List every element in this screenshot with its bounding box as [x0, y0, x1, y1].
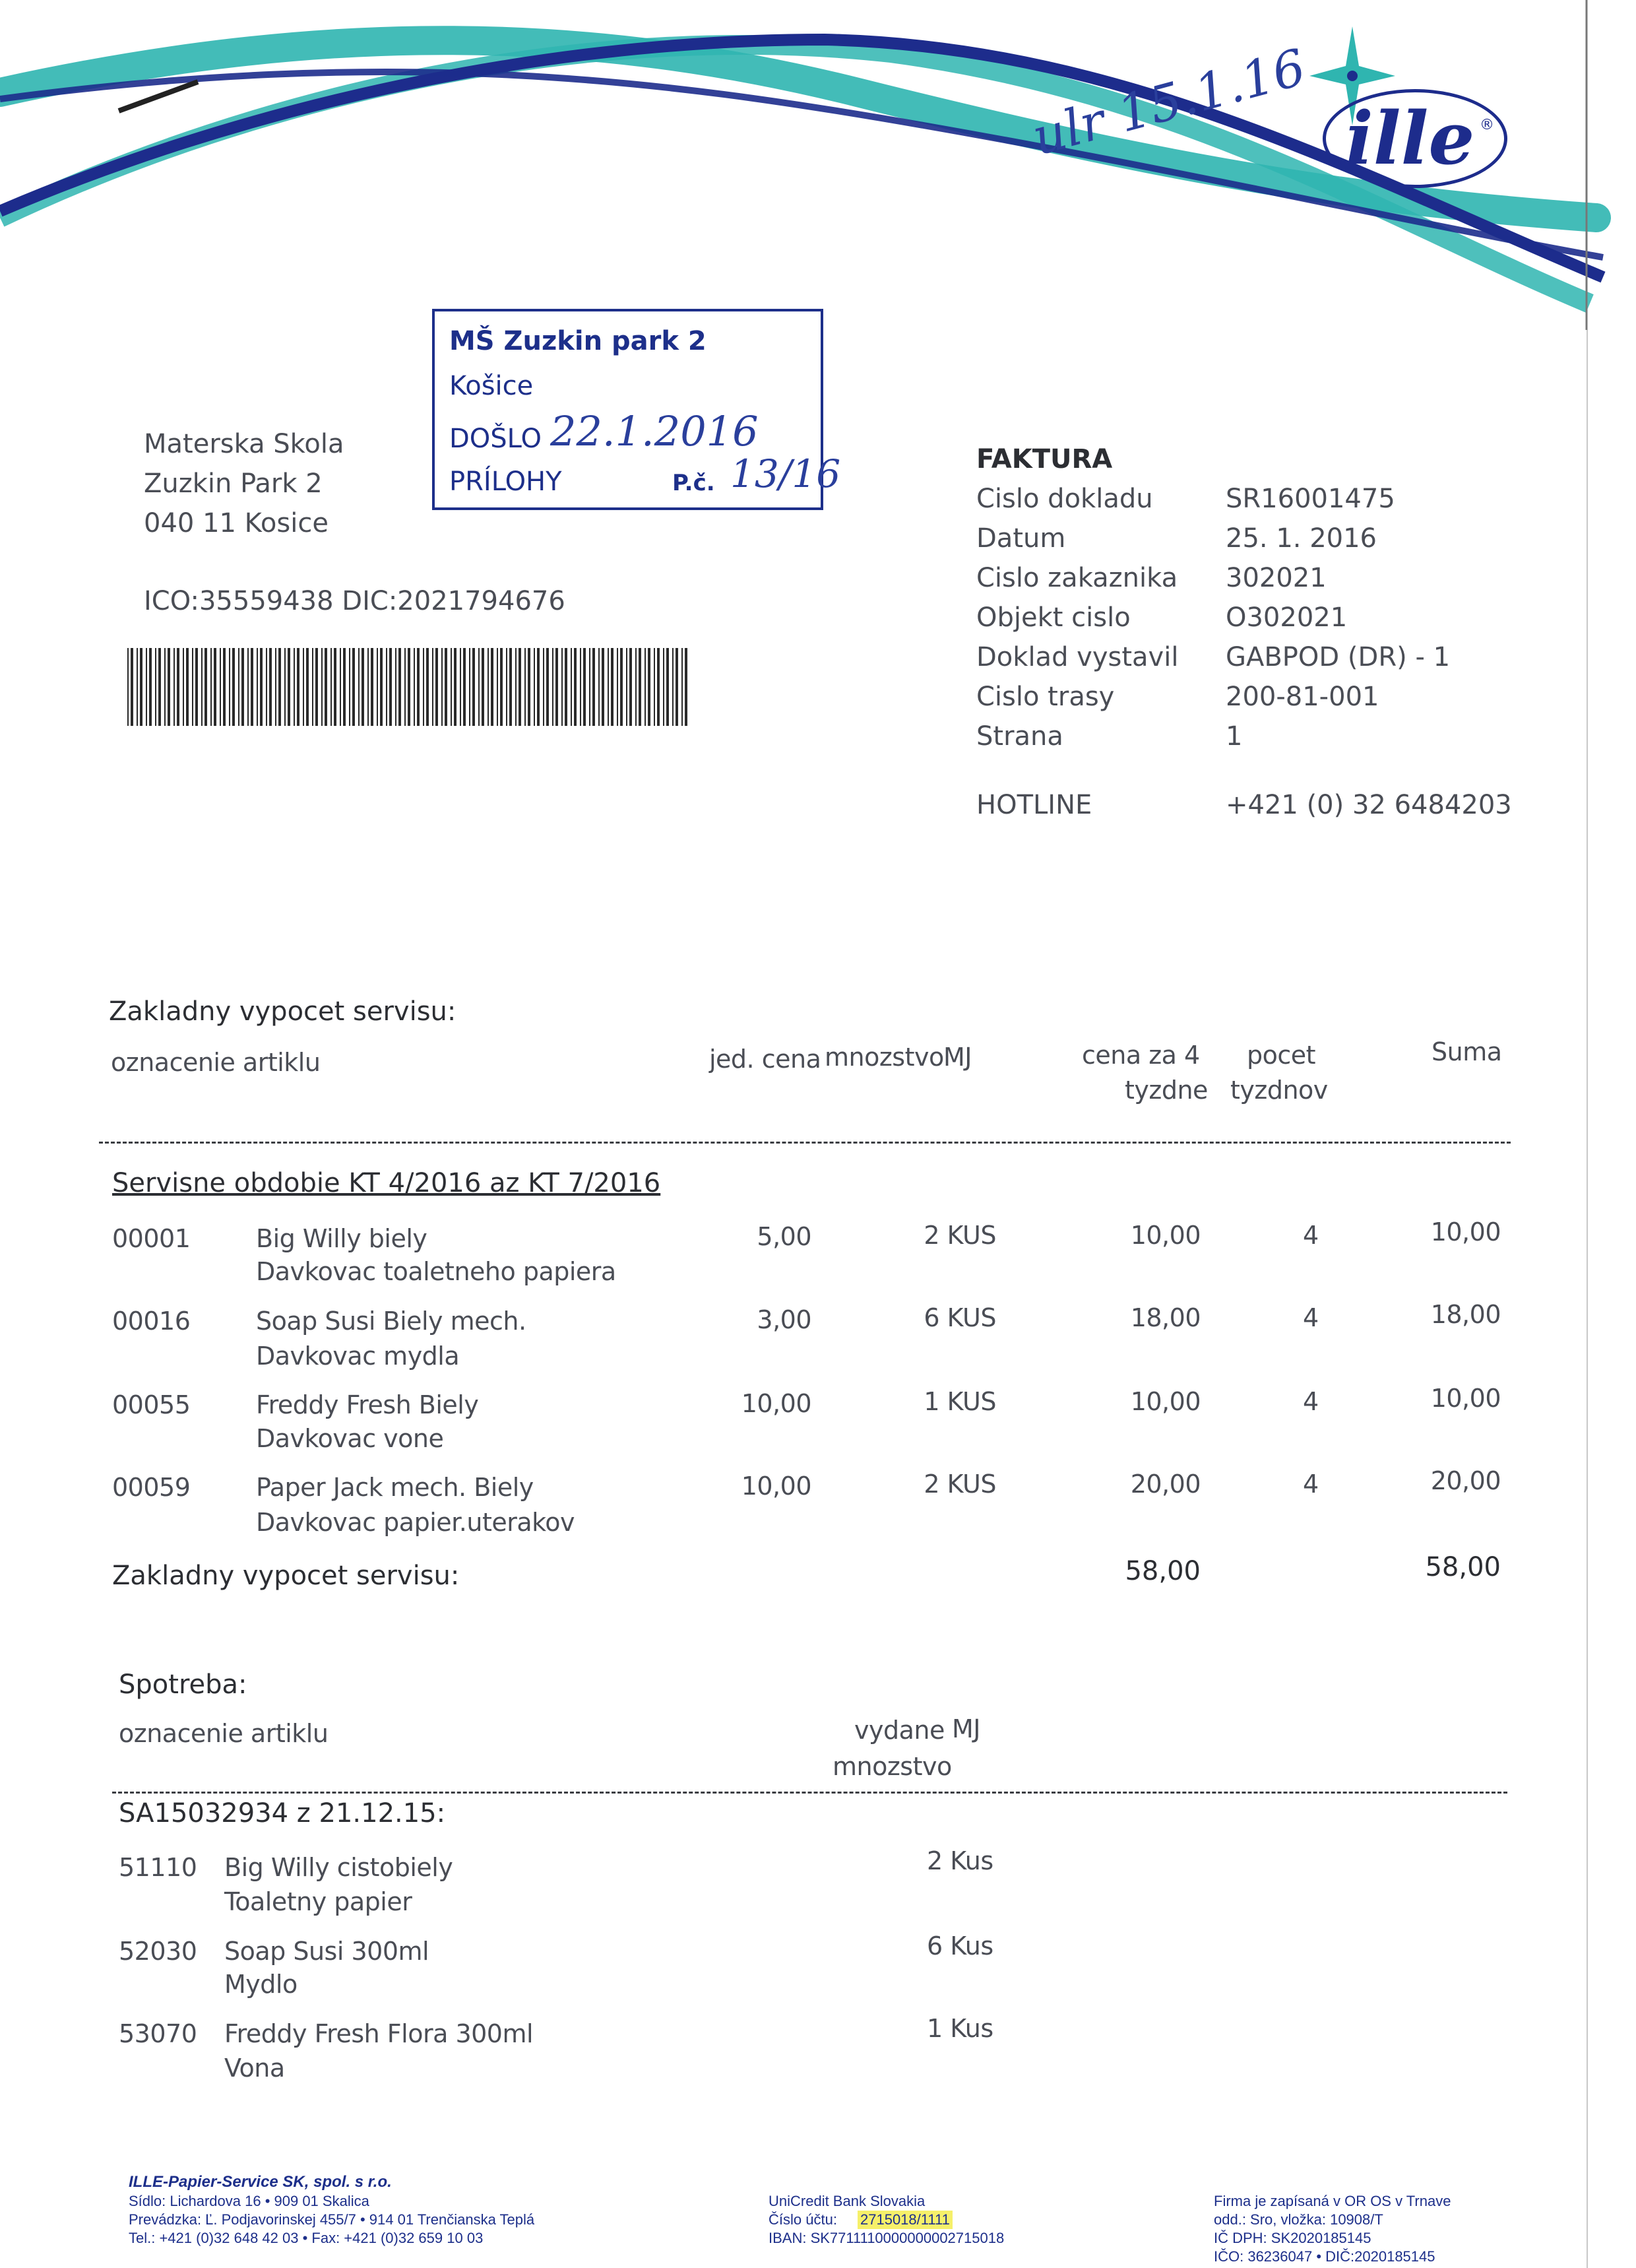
field-page-value: 1	[1226, 721, 1243, 752]
invoice-title: FAKTURA	[976, 444, 1113, 474]
col-weeks-line1: pocet	[1247, 1041, 1316, 1070]
recipient-city: 040 11 Kosice	[144, 508, 329, 538]
stamp-received-label: DOŠLO	[449, 424, 542, 454]
consumption-col-article: oznacenie artiklu	[119, 1719, 329, 1748]
col-sum: Suma	[1432, 1037, 1502, 1066]
row-name: Big Willy biely	[256, 1224, 427, 1253]
col-weeks-line2: tyzdnov	[1230, 1076, 1328, 1105]
row-qty: 6 KUS	[924, 1303, 996, 1332]
footer-account-label: Číslo účtu:	[769, 2211, 837, 2228]
footer-seat: Sídlo: Lichardova 16 • 909 01 Skalica	[129, 2193, 369, 2209]
row-code: 51110	[119, 1853, 197, 1882]
row-code: 00001	[112, 1224, 191, 1253]
row-unit-price: 5,00	[757, 1222, 811, 1251]
stamp-pc-number: 13/16	[730, 451, 841, 496]
row-unit-price: 10,00	[741, 1472, 811, 1501]
service-total-price4: 58,00	[1125, 1556, 1201, 1586]
row-weeks: 4	[1303, 1387, 1319, 1416]
row-sum: 20,00	[1430, 1466, 1501, 1495]
col-article: oznacenie artiklu	[111, 1048, 321, 1077]
row-qty: 2 KUS	[924, 1221, 996, 1250]
row-desc: Davkovac mydla	[256, 1342, 460, 1371]
service-period: Servisne obdobie KT 4/2016 az KT 7/2016	[112, 1168, 661, 1198]
row-sum: 18,00	[1430, 1300, 1501, 1329]
row-name: Soap Susi Biely mech.	[256, 1307, 526, 1336]
field-route-number-label: Cislo trasy	[976, 682, 1115, 712]
col-unit-price: jed. cena	[709, 1045, 821, 1074]
row-qty: 6 Kus	[927, 1931, 993, 1960]
field-document-number-value: SR16001475	[1226, 484, 1395, 514]
row-price4: 10,00	[1130, 1387, 1201, 1416]
stamp-attachments-label: PRÍLOHY	[449, 467, 562, 497]
row-name: Freddy Fresh Flora 300ml	[224, 2019, 534, 2048]
footer-register-3: IČ DPH: SK2020185145	[1214, 2230, 1371, 2246]
row-qty: 1 Kus	[927, 2014, 993, 2043]
row-code: 53070	[119, 2019, 197, 2048]
row-name: Soap Susi 300ml	[224, 1937, 429, 1966]
consumption-heading: Spotreba:	[119, 1669, 247, 1700]
hotline-label: HOTLINE	[976, 790, 1092, 820]
field-page-label: Strana	[976, 721, 1063, 752]
row-sum: 10,00	[1430, 1384, 1501, 1413]
ille-logo	[1309, 63, 1521, 195]
divider-service-header	[99, 1142, 1511, 1144]
row-price4: 20,00	[1130, 1470, 1201, 1499]
service-total-sum: 58,00	[1425, 1552, 1501, 1582]
footer-iban: IBAN: SK7711110000000002715018	[769, 2230, 1005, 2246]
col-quantity: mnozstvo	[825, 1043, 944, 1072]
consumption-col-uom: MJ	[952, 1714, 980, 1743]
row-code: 00055	[112, 1390, 191, 1419]
col-uom: MJ	[943, 1043, 972, 1072]
row-desc: Toaletny papier	[224, 1887, 412, 1916]
footer-register-2: odd.: Sro, vložka: 10908/T	[1214, 2211, 1383, 2228]
row-qty: 1 KUS	[924, 1387, 996, 1416]
field-customer-number-value: 302021	[1226, 563, 1327, 593]
row-code: 52030	[119, 1937, 197, 1966]
delivery-reference: SA15032934 z 21.12.15:	[119, 1798, 446, 1829]
field-object-number-label: Objekt cislo	[976, 602, 1131, 633]
stamp-received-date: 22.1.2016	[550, 407, 759, 455]
field-document-number-label: Cislo dokladu	[976, 484, 1153, 514]
row-unit-price: 10,00	[741, 1389, 811, 1418]
footer-bank: UniCredit Bank Slovakia	[769, 2193, 926, 2209]
scan-edge	[1587, 330, 1588, 2268]
row-name: Paper Jack mech. Biely	[256, 1473, 534, 1502]
recipient-street: Zuzkin Park 2	[144, 469, 323, 499]
stamp-school: MŠ Zuzkin park 2	[449, 326, 707, 356]
footer-phone: Tel.: +421 (0)32 648 42 03 • Fax: +421 (0)32 659 10 03	[129, 2230, 484, 2246]
field-date-label: Datum	[976, 523, 1066, 554]
logo-registered-mark: ®	[1480, 117, 1494, 133]
footer-branch: Prevádzka: Ľ. Podjavorinskej 455/7 • 914 01 Trenčianska Teplá	[129, 2211, 535, 2228]
row-desc: Vona	[224, 2054, 285, 2083]
barcode	[127, 648, 689, 726]
col-price4-line1: cena za 4	[1082, 1041, 1200, 1070]
field-route-number-value: 200-81-001	[1226, 682, 1379, 712]
row-qty: 2 Kus	[927, 1846, 993, 1875]
field-object-number-value: O302021	[1226, 602, 1348, 633]
service-total-label: Zakladny vypocet servisu:	[112, 1561, 460, 1591]
row-unit-price: 3,00	[757, 1305, 811, 1334]
row-weeks: 4	[1303, 1221, 1319, 1250]
row-desc: Davkovac papier.uterakov	[256, 1508, 575, 1537]
row-qty: 2 KUS	[924, 1470, 996, 1499]
row-desc: Davkovac vone	[256, 1424, 444, 1453]
footer-company: ILLE-Papier-Service SK, spol. s r.o.	[129, 2173, 392, 2191]
row-weeks: 4	[1303, 1303, 1319, 1332]
row-price4: 10,00	[1130, 1221, 1201, 1250]
received-stamp	[432, 309, 841, 510]
field-date-value: 25. 1. 2016	[1226, 523, 1377, 554]
recipient-ids: ICO:35559438 DIC:2021794676	[144, 586, 565, 616]
row-desc: Mydlo	[224, 1970, 298, 1999]
footer-register-4: IČO: 36236047 • DIČ:2020185145	[1214, 2248, 1435, 2265]
divider-consumption-header	[112, 1792, 1507, 1794]
service-heading: Zakladny vypocet servisu:	[109, 996, 456, 1027]
row-code: 00016	[112, 1307, 191, 1336]
row-price4: 18,00	[1130, 1303, 1201, 1332]
row-weeks: 4	[1303, 1470, 1319, 1499]
consumption-col-issued-2: mnozstvo	[833, 1752, 952, 1781]
col-price4-line2: tyzdne	[1125, 1076, 1208, 1105]
hotline-value: +421 (0) 32 6484203	[1226, 790, 1512, 820]
handwritten-note: ulr 15.1.16	[1026, 37, 1312, 167]
field-customer-number-label: Cislo zakaznika	[976, 563, 1178, 593]
row-code: 00059	[112, 1473, 191, 1502]
row-sum: 10,00	[1430, 1217, 1501, 1247]
stamp-pc-label: P.č.	[672, 470, 715, 496]
field-issued-by-label: Doklad vystavil	[976, 642, 1179, 672]
logo-text: ille	[1346, 96, 1475, 181]
consumption-col-issued: vydane	[854, 1716, 945, 1745]
field-issued-by-value: GABPOD (DR) - 1	[1226, 642, 1451, 672]
recipient-name: Materska Skola	[144, 429, 344, 459]
row-name: Freddy Fresh Biely	[256, 1390, 479, 1419]
footer-register-1: Firma je zapísaná v OR OS v Trnave	[1214, 2193, 1451, 2209]
stamp-city: Košice	[449, 371, 534, 401]
row-desc: Davkovac toaletneho papiera	[256, 1257, 616, 1286]
footer-account-number: 2715018/1111	[858, 2211, 953, 2229]
row-name: Big Willy cistobiely	[224, 1853, 453, 1882]
